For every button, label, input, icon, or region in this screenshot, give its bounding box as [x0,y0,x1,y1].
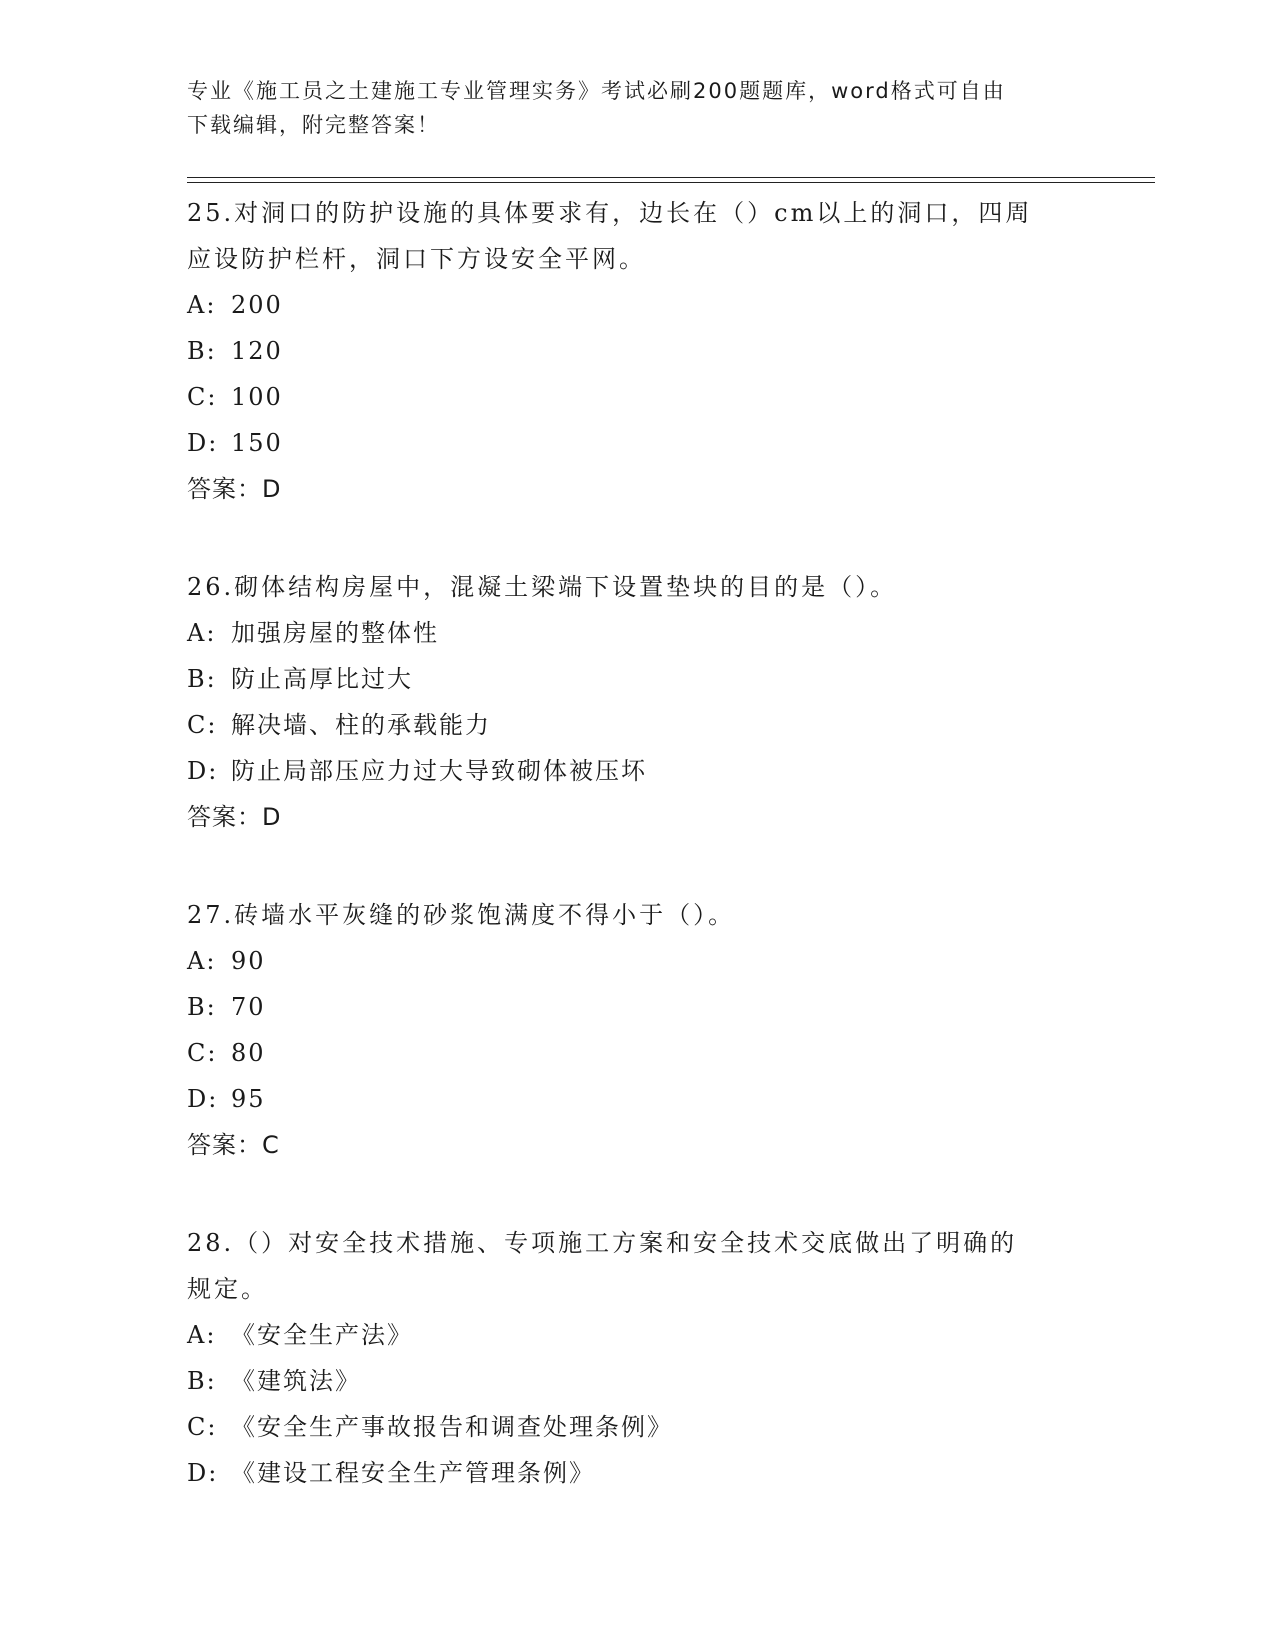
option-text: 80 [231,1039,266,1067]
option-letter: B: [187,665,217,693]
option-letter: B: [187,1367,217,1395]
option-letter: A: [187,947,217,975]
question-stem [187,1218,1087,1312]
question-25 [187,188,1087,512]
option-c [187,1030,1087,1076]
option-text: 防止高厚比过大 [231,665,413,693]
option-text: 90 [231,947,266,975]
option-a [187,610,1087,656]
question-stem-line: 27.砖墙水平灰缝的砂浆饱满度不得小于（）。 [187,901,736,929]
option-b [187,656,1087,702]
header-line-1: 专业《施工员之土建施工专业管理实务》考试必刷200题题库，word格式可自由 [187,79,1006,103]
document-header [187,74,1087,142]
option-letter: C: [187,711,218,739]
question-stem-line: 规定。 [187,1275,268,1303]
header-divider-bottom [187,182,1155,183]
option-c [187,702,1087,748]
option-text: 《建筑法》 [231,1367,361,1395]
option-d [187,420,1087,466]
option-text: 100 [231,383,283,411]
option-d [187,748,1087,794]
option-letter: A: [187,619,217,647]
question-stem [187,562,1087,610]
option-letter: B: [187,337,217,365]
answer-line: 答案：C [187,1131,280,1159]
option-d [187,1076,1087,1122]
question-spacer [187,1168,1087,1218]
option-b [187,328,1087,374]
question-spacer [187,512,1087,562]
option-letter: C: [187,383,218,411]
option-b [187,984,1087,1030]
option-text: 防止局部压应力过大导致砌体被压坏 [231,757,647,785]
option-text: 《安全生产法》 [231,1321,413,1349]
question-spacer [187,840,1087,890]
question-26 [187,562,1087,840]
option-a [187,938,1087,984]
option-letter: D: [187,1085,219,1113]
option-text: 解决墙、柱的承载能力 [231,711,491,739]
option-text: 120 [231,337,283,365]
option-letter: C: [187,1039,218,1067]
question-27 [187,890,1087,1168]
option-letter: D: [187,757,219,785]
question-28 [187,1218,1087,1496]
question-list [187,188,1087,1496]
option-letter: B: [187,993,217,1021]
question-stem-line: 应设防护栏杆，洞口下方设安全平网。 [187,245,646,273]
question-stem [187,890,1087,938]
question-stem-line: 26.砌体结构房屋中，混凝土梁端下设置垫块的目的是（）。 [187,573,898,601]
option-letter: D: [187,1459,219,1487]
option-b [187,1358,1087,1404]
option-a [187,1312,1087,1358]
question-stem-line: 25.对洞口的防护设施的具体要求有，边长在（）cm以上的洞口，四周 [187,199,1033,227]
question-stem [187,188,1087,282]
option-a [187,282,1087,328]
option-text: 《安全生产事故报告和调查处理条例》 [231,1413,673,1441]
option-text: 150 [231,429,283,457]
option-text: 200 [231,291,283,319]
option-d [187,1450,1087,1496]
answer-line: 答案：D [187,475,282,503]
option-text: 95 [231,1085,266,1113]
option-letter: A: [187,1321,217,1349]
option-c [187,1404,1087,1450]
option-letter: C: [187,1413,218,1441]
option-letter: D: [187,429,219,457]
option-c [187,374,1087,420]
header-divider-top [187,177,1155,178]
option-letter: A: [187,291,217,319]
question-stem-line: 28.（）对安全技术措施、专项施工方案和安全技术交底做出了明确的 [187,1229,1018,1257]
option-text: 加强房屋的整体性 [231,619,439,647]
option-text: 70 [231,993,266,1021]
header-line-2: 下载编辑，附完整答案！ [187,113,440,137]
option-text: 《建设工程安全生产管理条例》 [231,1459,595,1487]
answer-line: 答案：D [187,803,282,831]
